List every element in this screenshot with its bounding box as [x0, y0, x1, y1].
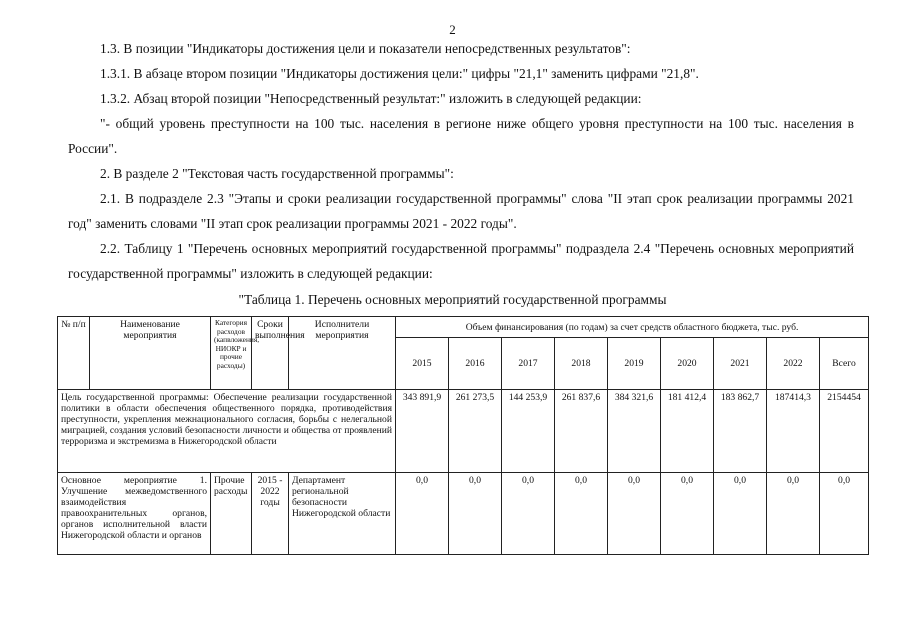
- activity-value: 0,0: [714, 473, 767, 555]
- paragraph-2: 2. В разделе 2 "Текстовая часть государственной программы":: [100, 166, 454, 181]
- table-caption: "Таблица 1. Перечень основных мероприятий государственной программы: [238, 292, 667, 307]
- activity-value: 0,0: [767, 473, 820, 555]
- paragraph-1-3: 1.3. В позиции "Индикаторы достижения цели и показатели непосредственных результатов":: [100, 41, 631, 56]
- header-financing: Объем финансирования (по годам) за счет средств областного бюджета, тыс. руб.: [396, 317, 869, 338]
- header-year: 2017: [502, 338, 555, 390]
- goal-total: 2154454: [820, 390, 869, 473]
- goal-row: [58, 390, 869, 473]
- activity-row: [58, 473, 869, 555]
- activities-table: [57, 316, 869, 555]
- goal-value: 261 837,6: [555, 390, 608, 473]
- table-header-row: [58, 317, 869, 338]
- header-year: 2021: [714, 338, 767, 390]
- header-year: 2018: [555, 338, 608, 390]
- header-term: Сроки выполнения: [252, 317, 289, 390]
- header-year: 2022: [767, 338, 820, 390]
- header-year: 2016: [449, 338, 502, 390]
- goal-text: Цель государственной программы: Обеспечение реализации государственной политики в области обеспечения общественного порядка, противодействия преступности, укрепления межнационального согласия, борьбы с нелегальной миграцией, создания условий безопасности личности и общества от проявлений терроризма и экстремизма в Нижегородской области: [58, 390, 396, 473]
- goal-value: 384 321,6: [608, 390, 661, 473]
- paragraph-1-3-1: 1.3.1. В абзаце втором позиции "Индикаторы достижения цели:" цифры "21,1" заменить цифрами "21,8".: [100, 66, 699, 81]
- header-year: 2020: [661, 338, 714, 390]
- activity-name: Основное мероприятие 1. Улучшение межведомственного взаимодействия правоохранительных органов, органов исполнительной власти Нижегородской области и органов: [58, 473, 211, 555]
- paragraph-2-2: 2.2. Таблицу 1 "Перечень основных мероприятий государственной программы" подраздела 2.4 "Перечень основных мероприятий государственной программы" изложить в следующей редакции:: [68, 241, 854, 281]
- header-total: Всего: [820, 338, 869, 390]
- header-name: Наименование мероприятия: [90, 317, 211, 390]
- header-year: 2019: [608, 338, 661, 390]
- activity-category: Прочие расходы: [211, 473, 252, 555]
- goal-value: 187414,3: [767, 390, 820, 473]
- activity-term: 2015 - 2022 годы: [252, 473, 289, 555]
- goal-value: 261 273,5: [449, 390, 502, 473]
- activity-total: 0,0: [820, 473, 869, 555]
- paragraph-quote-result: "- общий уровень преступности на 100 тыс. населения в регионе ниже общего уровня преступности на 100 тыс. населения в России".: [68, 116, 854, 156]
- activity-value: 0,0: [396, 473, 449, 555]
- page-number: 2: [449, 22, 456, 37]
- goal-value: 181 412,4: [661, 390, 714, 473]
- goal-value: 183 862,7: [714, 390, 767, 473]
- activity-value: 0,0: [555, 473, 608, 555]
- header-year: 2015: [396, 338, 449, 390]
- header-category: Категория расходов (капвложения, НИОКР и прочие расходы): [211, 317, 252, 390]
- activity-value: 0,0: [608, 473, 661, 555]
- goal-value: 144 253,9: [502, 390, 555, 473]
- paragraph-1-3-2: 1.3.2. Абзац второй позиции "Непосредственный результат:" изложить в следующей редакции:: [100, 91, 642, 106]
- paragraph-2-1: 2.1. В подразделе 2.3 "Этапы и сроки реализации государственной программы" слова "II этап срок реализации программы 2021 год" заменить словами "II этап срок реализации программы 2021 - 2022 годы".: [68, 191, 854, 231]
- activity-value: 0,0: [661, 473, 714, 555]
- activity-value: 0,0: [502, 473, 555, 555]
- header-executors: Исполнители мероприятия: [289, 317, 396, 390]
- activity-executors: Департамент региональной безопасности Нижегородской области: [289, 473, 396, 555]
- header-num: № п/п: [58, 317, 90, 390]
- goal-value: 343 891,9: [396, 390, 449, 473]
- activity-value: 0,0: [449, 473, 502, 555]
